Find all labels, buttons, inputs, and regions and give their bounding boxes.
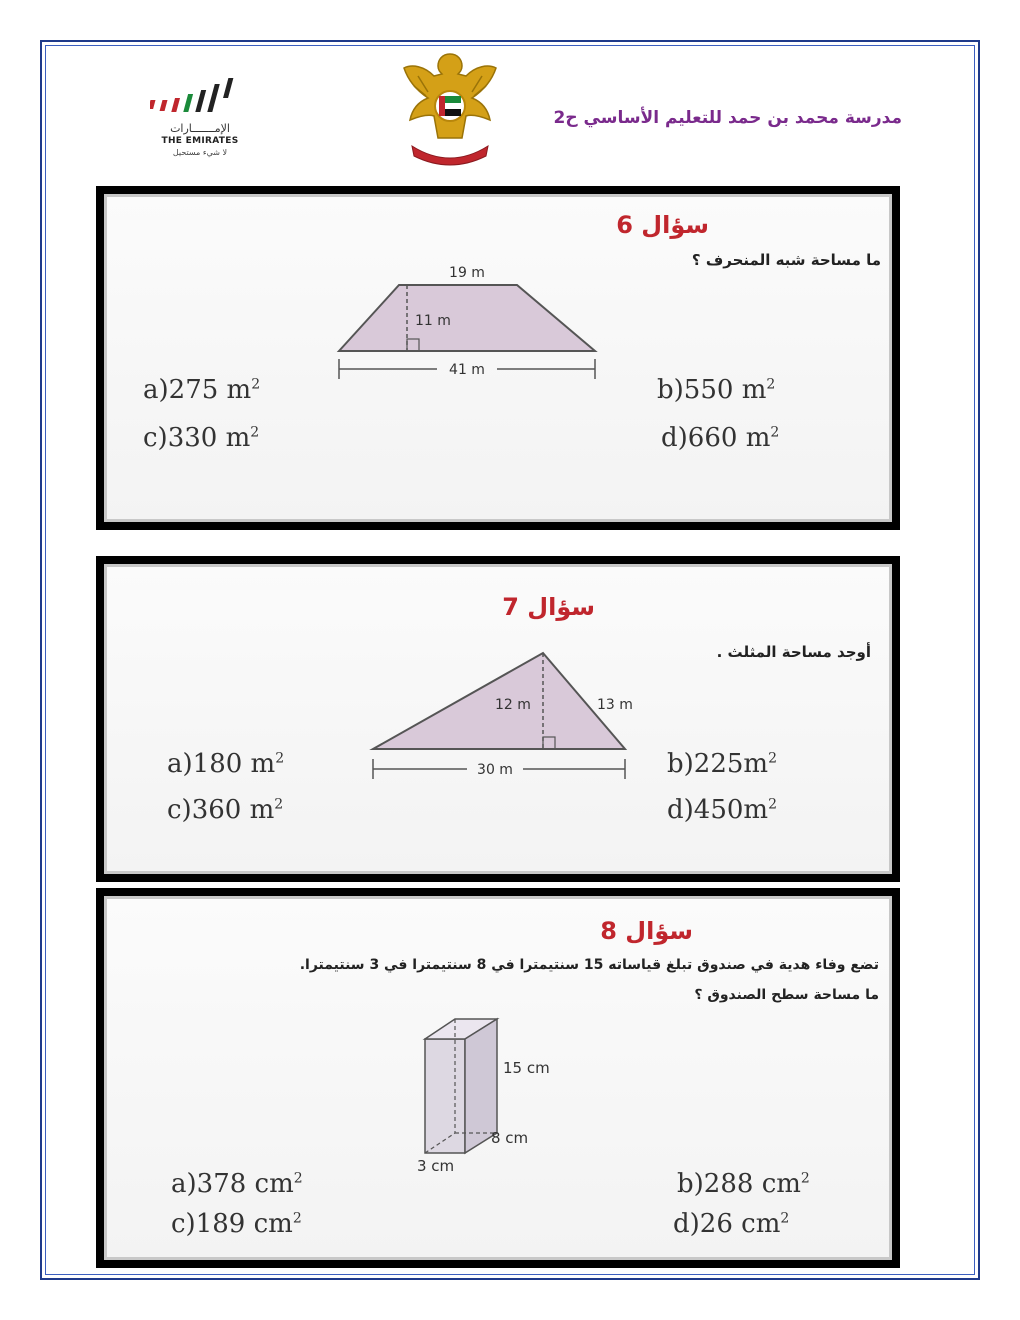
triangle-base-label: 30 m	[477, 762, 513, 778]
trapezoid-top-label: 19 m	[449, 265, 485, 281]
option-label: c)	[171, 1209, 196, 1239]
option-label: a)	[143, 375, 169, 405]
question-6-panel	[104, 194, 892, 522]
option-value: 189 cm	[195, 1209, 293, 1239]
question-8-title	[600, 917, 693, 945]
question-6-title	[616, 211, 709, 239]
logo-slogan-text: لا شيء مستحيل	[172, 148, 228, 157]
logo-arabic-text: الإمـــــــارات	[170, 122, 230, 135]
option-value: 330 m	[167, 423, 251, 453]
option-a[interactable]	[171, 1169, 303, 1199]
option-a[interactable]	[143, 375, 260, 405]
option-exponent: 2	[251, 376, 261, 393]
option-c[interactable]	[167, 795, 283, 825]
option-b[interactable]	[657, 375, 775, 405]
question-word: سؤال	[625, 917, 693, 945]
option-exponent: 2	[292, 1210, 302, 1227]
question-8-text-line-1: تضع وفاء هدية في صندوق تبلغ قياساته 15 سنتيمترا في 8 سنتيمترا في 3 سنتيمترا.	[299, 957, 879, 973]
triangle-diagram	[363, 649, 653, 789]
question-number: 6	[616, 211, 633, 239]
box-prism-diagram	[407, 1013, 607, 1173]
option-value: 450m	[693, 795, 769, 825]
question-7-title	[502, 593, 595, 621]
option-label: d)	[667, 795, 694, 825]
option-value: 550 m	[683, 375, 767, 405]
option-exponent: 2	[274, 796, 284, 813]
option-label: a)	[167, 749, 193, 779]
option-label: a)	[171, 1169, 197, 1199]
question-number: 8	[600, 917, 617, 945]
trapezoid-base-label: 41 m	[449, 362, 485, 378]
option-c[interactable]	[171, 1209, 302, 1239]
falcon-emblem-icon	[398, 46, 502, 166]
option-value: 180 m	[192, 749, 276, 779]
question-word: سؤال	[527, 593, 595, 621]
trapezoid-shape	[339, 285, 595, 351]
option-label: c)	[167, 795, 192, 825]
box-depth-label: 8 cm	[491, 1129, 529, 1147]
box-front-face	[425, 1039, 465, 1153]
question-word: سؤال	[641, 211, 709, 239]
option-d[interactable]	[667, 795, 777, 825]
trapezoid-diagram	[327, 255, 627, 385]
option-label: c)	[143, 423, 168, 453]
the-emirates-logo	[150, 72, 250, 162]
option-exponent: 2	[780, 1210, 790, 1227]
option-exponent: 2	[293, 1170, 303, 1187]
trapezoid-height-label: 11 m	[415, 313, 451, 329]
option-label: b)	[677, 1169, 704, 1199]
question-8-card	[96, 888, 900, 1268]
option-exponent: 2	[800, 1170, 810, 1187]
option-label: d)	[673, 1209, 700, 1239]
option-d[interactable]	[661, 423, 779, 453]
question-7-text: أوجد مساحة المثلث .	[716, 643, 871, 661]
option-value: 360 m	[191, 795, 275, 825]
option-c[interactable]	[143, 423, 259, 453]
question-8-text-line-2: ما مساحة سطح الصندوق ؟	[694, 987, 879, 1003]
option-value: 660 m	[687, 423, 771, 453]
triangle-side-label: 13 m	[597, 697, 633, 713]
emirates-logo-bars-icon	[150, 72, 250, 122]
option-exponent: 2	[770, 424, 780, 441]
question-7-card	[96, 556, 900, 882]
question-6-text: ما مساحة شبه المنحرف ؟	[691, 251, 881, 269]
option-value: 225m	[693, 749, 769, 779]
option-value: 275 m	[168, 375, 252, 405]
box-width-label: 3 cm	[417, 1157, 455, 1173]
option-a[interactable]	[167, 749, 284, 779]
option-label: d)	[661, 423, 688, 453]
option-label: b)	[657, 375, 684, 405]
school-name: مدرسة محمد بن حمد للتعليم الأساسي ح2	[553, 108, 902, 128]
triangle-height-label: 12 m	[495, 697, 531, 713]
question-7-panel	[104, 564, 892, 874]
question-8-panel	[104, 896, 892, 1260]
option-exponent: 2	[250, 424, 260, 441]
option-b[interactable]	[677, 1169, 810, 1199]
option-exponent: 2	[768, 796, 777, 813]
option-exponent: 2	[768, 750, 777, 767]
logo-english-text: THE EMIRATES	[161, 136, 239, 146]
option-exponent: 2	[275, 750, 285, 767]
option-d[interactable]	[673, 1209, 789, 1239]
uae-emblem	[398, 46, 502, 166]
box-height-label: 15 cm	[503, 1059, 550, 1077]
option-b[interactable]	[667, 749, 777, 779]
question-6-card	[96, 186, 900, 530]
option-label: b)	[667, 749, 694, 779]
option-exponent: 2	[766, 376, 776, 393]
option-value: 26 cm	[699, 1209, 781, 1239]
question-number: 7	[502, 593, 519, 621]
option-value: 288 cm	[703, 1169, 801, 1199]
option-value: 378 cm	[196, 1169, 294, 1199]
